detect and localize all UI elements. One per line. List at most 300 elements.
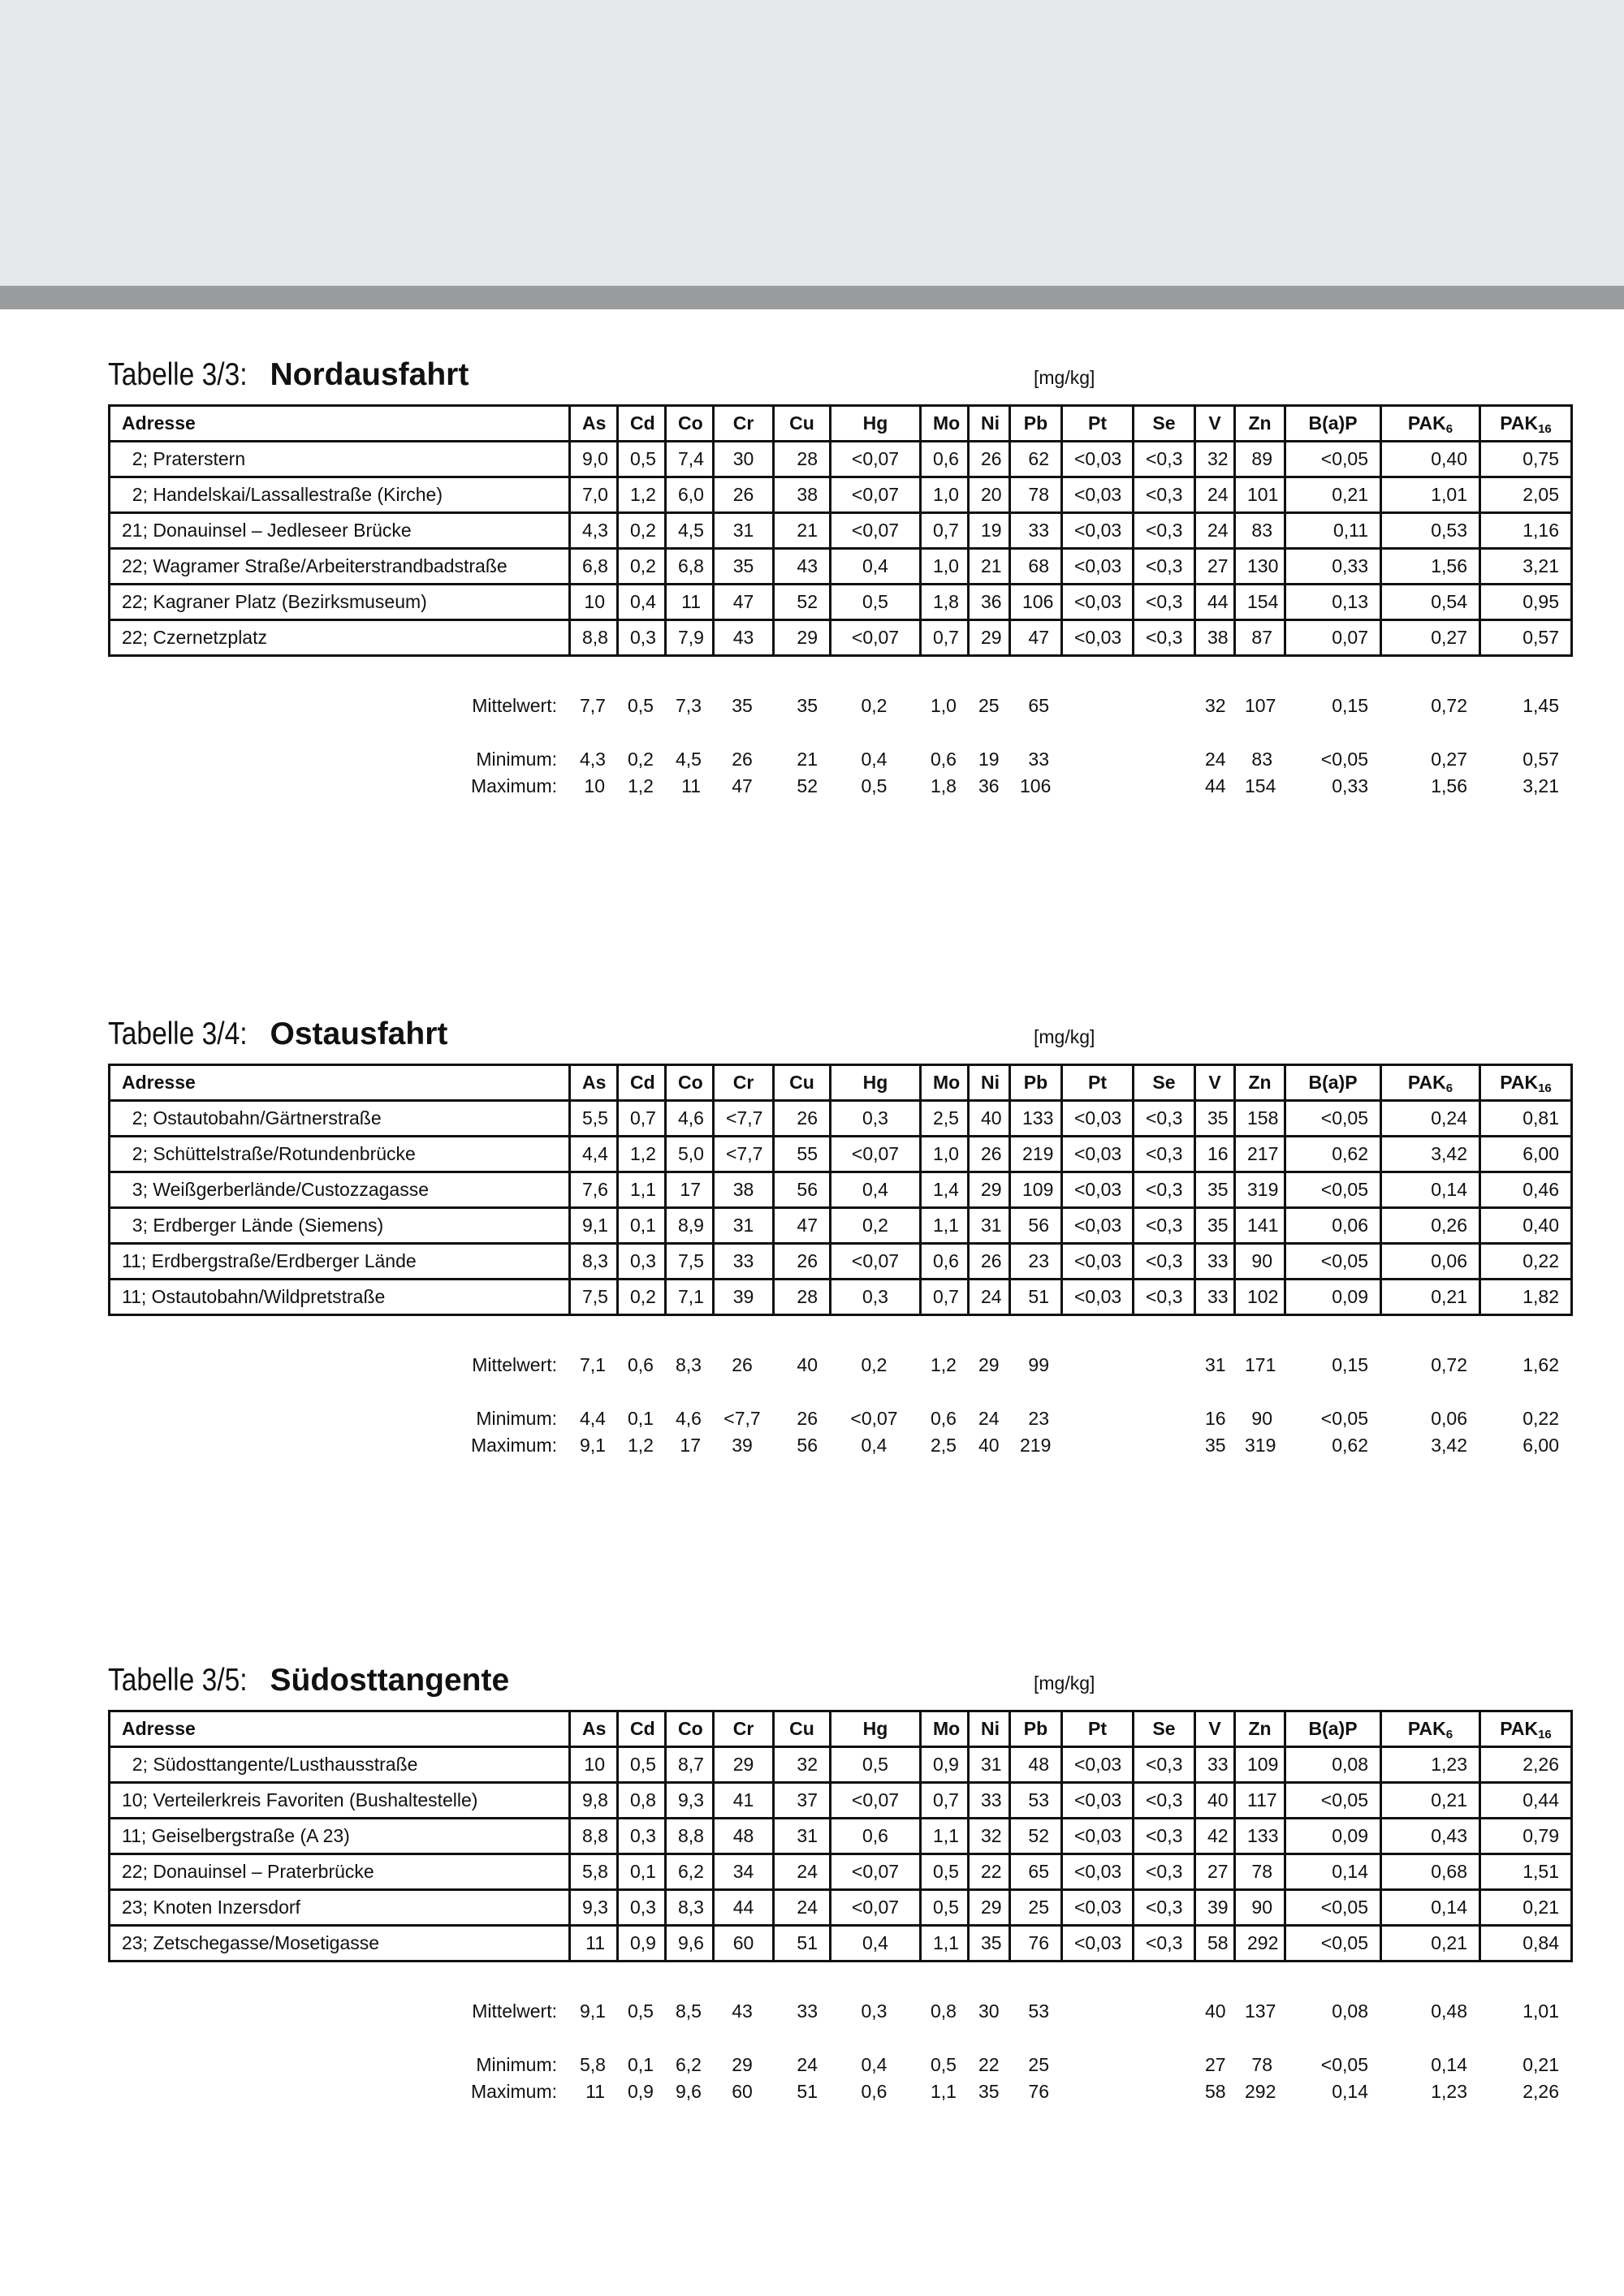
value-cell: 0,75	[1480, 442, 1572, 477]
value-cell: 39	[714, 1280, 774, 1315]
table-row	[110, 1783, 1572, 1819]
value-cell: 26	[969, 442, 1010, 477]
column-header	[1480, 1711, 1572, 1747]
value-cell: 9,3	[666, 1783, 714, 1819]
address-cell: 22; Kagraner Platz (Bezirksmuseum)	[110, 585, 570, 620]
max-label: Maximum:	[470, 2081, 557, 2102]
value-cell: 0,40	[1480, 1208, 1572, 1244]
column-header	[969, 1711, 1010, 1747]
column-header	[921, 1711, 969, 1747]
address-cell: 2; Ostautobahn/Gärtnerstraße	[110, 1101, 570, 1137]
value-cell: <0,3	[1134, 1172, 1195, 1208]
value-cell: 39	[1195, 1890, 1235, 1926]
value-cell: <0,07	[831, 513, 921, 549]
value-cell: 1,4	[921, 1172, 969, 1208]
column-header	[1480, 1065, 1572, 1101]
value-cell: 42	[1195, 1819, 1235, 1854]
value-cell: 8,8	[570, 620, 618, 656]
value-cell: 0,2	[618, 1280, 666, 1315]
value-cell: 1,51	[1480, 1854, 1572, 1890]
value-cell: 0,6	[831, 1819, 921, 1854]
table-row	[110, 442, 1572, 477]
pak6-subscript: 6	[1445, 422, 1453, 436]
summary-value	[1060, 693, 1132, 719]
column-header	[831, 1711, 921, 1747]
summary-value: 8,5	[676, 2000, 702, 2022]
column-header	[110, 1065, 570, 1101]
max-label: Maximum:	[470, 775, 557, 796]
address-cell: 2; Schüttelstraße/Rotundenbrücke	[110, 1137, 570, 1172]
summary-value: 0,5	[628, 2000, 654, 2022]
summary-value: 3,21	[1522, 775, 1559, 796]
value-cell: 130	[1235, 549, 1285, 585]
summary-value: 4,3	[580, 749, 606, 770]
column-header-label: As	[582, 1718, 607, 1739]
summary-value: 26	[797, 1408, 818, 1429]
value-cell: 16	[1195, 1137, 1235, 1172]
value-cell: <0,07	[831, 1890, 921, 1926]
value-cell: <0,03	[1062, 513, 1134, 549]
value-cell: 31	[969, 1208, 1010, 1244]
column-header-label: Pb	[1023, 412, 1048, 434]
summary-value: 1,2	[628, 1435, 654, 1456]
value-cell: 2,05	[1480, 477, 1572, 513]
column-header	[714, 1711, 774, 1747]
column-header-label: Cr	[732, 1072, 754, 1093]
value-cell: <0,03	[1062, 1819, 1134, 1854]
summary-value: 16	[1205, 1408, 1226, 1429]
summary-value: 1,2	[931, 1354, 957, 1375]
value-cell: 24	[1195, 477, 1235, 513]
value-cell: <0,3	[1134, 549, 1195, 585]
value-cell: 2,26	[1480, 1747, 1572, 1783]
min-row	[108, 1405, 1570, 1432]
value-cell: 56	[774, 1172, 831, 1208]
summary-value: 24	[1205, 749, 1226, 770]
table-row	[110, 549, 1572, 585]
value-cell: 4,5	[666, 513, 714, 549]
value-cell: 24	[774, 1854, 831, 1890]
column-header-label: Ni	[981, 1072, 1000, 1093]
value-cell: 22	[969, 1854, 1010, 1890]
value-cell: 0,24	[1381, 1101, 1480, 1137]
summary-value: 7,7	[580, 695, 606, 716]
header-row	[110, 1065, 1572, 1101]
column-header	[1195, 1711, 1235, 1747]
summary-value: 0,22	[1522, 1408, 1559, 1429]
column-header	[1195, 1065, 1235, 1101]
value-cell: 0,21	[1285, 477, 1381, 513]
summary-value: 0,6	[931, 1408, 957, 1429]
column-header	[921, 1065, 969, 1101]
summary-table	[108, 1998, 1570, 2105]
address-cell: 23; Zetschegasse/Mosetigasse	[110, 1926, 570, 1962]
summary-value: 2,26	[1522, 2081, 1559, 2102]
value-cell: <0,3	[1134, 1926, 1195, 1962]
value-cell: 11	[666, 585, 714, 620]
value-cell: 141	[1235, 1208, 1285, 1244]
value-cell: 44	[714, 1890, 774, 1926]
value-cell: <0,03	[1062, 1854, 1134, 1890]
summary-value: 0,4	[861, 2054, 888, 2075]
column-header-label: Co	[678, 1718, 703, 1739]
summary-value: 1,8	[931, 775, 957, 796]
value-cell: 29	[969, 1172, 1010, 1208]
min-label: Minimum:	[476, 1408, 557, 1429]
value-cell: 0,7	[921, 1783, 969, 1819]
value-cell: 0,54	[1381, 585, 1480, 620]
value-cell: 7,9	[666, 620, 714, 656]
value-cell: <0,03	[1062, 549, 1134, 585]
value-cell: 35	[969, 1926, 1010, 1962]
summary-value	[1132, 1405, 1194, 1432]
column-header-label: B(a)P	[1308, 412, 1358, 434]
value-cell: 0,26	[1381, 1208, 1480, 1244]
value-cell: 1,1	[618, 1172, 666, 1208]
summary-value: 4,5	[676, 749, 702, 770]
max-row	[108, 773, 1570, 800]
summary-value	[1132, 2052, 1194, 2078]
column-header	[1381, 1065, 1480, 1101]
column-header-label: Cr	[732, 1718, 754, 1739]
value-cell: <0,07	[831, 1783, 921, 1819]
table-row	[110, 585, 1572, 620]
value-cell: 8,3	[570, 1244, 618, 1280]
summary-value: <0,07	[850, 1408, 898, 1429]
summary-value: 25	[978, 695, 1000, 716]
summary-value: 0,1	[628, 2054, 654, 2075]
summary-value: 4,4	[580, 1408, 606, 1429]
column-header-label: PAK	[1407, 1718, 1446, 1739]
value-cell: <0,3	[1134, 477, 1195, 513]
header-row	[110, 1711, 1572, 1747]
summary-value: 0,14	[1431, 2054, 1467, 2075]
value-cell: 37	[774, 1783, 831, 1819]
value-cell: 47	[774, 1208, 831, 1244]
summary-value	[1060, 1405, 1132, 1432]
summary-value	[1060, 746, 1132, 773]
value-cell: 319	[1235, 1172, 1285, 1208]
column-header	[1010, 406, 1062, 442]
value-cell: 158	[1235, 1101, 1285, 1137]
value-cell: 1,16	[1480, 513, 1572, 549]
column-header	[570, 1065, 618, 1101]
value-cell: 26	[774, 1101, 831, 1137]
summary-value: 78	[1251, 2054, 1272, 2075]
summary-value: 83	[1251, 749, 1272, 770]
summary-value: <0,05	[1320, 749, 1368, 770]
column-header-label: Cd	[630, 1072, 655, 1093]
value-cell: 6,00	[1480, 1137, 1572, 1172]
header-divider-bar	[0, 286, 1624, 309]
value-cell: 62	[1010, 442, 1062, 477]
column-header-label: PAK	[1407, 1072, 1446, 1093]
address-cell: 2; Handelskai/Lassallestraße (Kirche)	[110, 477, 570, 513]
summary-value: <0,05	[1320, 1408, 1368, 1429]
column-header	[774, 1711, 831, 1747]
mean-label: Mittelwert:	[472, 695, 557, 716]
value-cell: 1,0	[921, 477, 969, 513]
summary-value: 292	[1245, 2081, 1276, 2102]
value-cell: 23	[1010, 1244, 1062, 1280]
summary-value: 0,33	[1332, 775, 1368, 796]
value-cell: 0,14	[1381, 1172, 1480, 1208]
value-cell: 90	[1235, 1890, 1285, 1926]
value-cell: 0,4	[831, 1926, 921, 1962]
value-cell: <0,3	[1134, 585, 1195, 620]
address-cell: 2; Südosttangente/Lusthausstraße	[110, 1747, 570, 1783]
summary-value: 33	[1028, 749, 1049, 770]
column-header-label: Hg	[862, 1072, 888, 1093]
column-header	[831, 1065, 921, 1101]
data-table	[108, 404, 1573, 657]
table-row	[110, 1747, 1572, 1783]
value-cell: 1,1	[921, 1926, 969, 1962]
value-cell: <0,3	[1134, 1783, 1195, 1819]
value-cell: <0,05	[1285, 1172, 1381, 1208]
value-cell: 0,9	[921, 1747, 969, 1783]
column-header-label: V	[1208, 412, 1221, 434]
column-header-label: Pb	[1023, 1718, 1048, 1739]
column-header	[1235, 406, 1285, 442]
table-number: Tabelle 3/5:	[108, 1663, 248, 1698]
column-header-label: Mo	[933, 1072, 961, 1093]
value-cell: <0,03	[1062, 1926, 1134, 1962]
column-header-label: Adresse	[122, 1072, 196, 1093]
data-table	[108, 1064, 1573, 1316]
summary-value: 44	[1205, 775, 1226, 796]
table-row	[110, 1244, 1572, 1280]
summary-value: 9,1	[580, 1435, 606, 1456]
value-cell: <0,05	[1285, 1244, 1381, 1280]
column-header-label: Ni	[981, 1718, 1000, 1739]
column-header	[570, 1711, 618, 1747]
summary-value: 7,3	[676, 695, 702, 716]
summary-value: 58	[1205, 2081, 1226, 2102]
summary-value: 6,2	[676, 2054, 702, 2075]
summary-value: 171	[1245, 1354, 1276, 1375]
summary-value: 0,6	[628, 1354, 654, 1375]
summary-value: 35	[978, 2081, 1000, 2102]
table-row	[110, 477, 1572, 513]
summary-value: 0,2	[861, 1354, 888, 1375]
value-cell: 21	[774, 513, 831, 549]
summary-value: 137	[1245, 2000, 1276, 2022]
value-cell: <0,3	[1134, 1244, 1195, 1280]
column-header	[1062, 1065, 1134, 1101]
value-cell: 87	[1235, 620, 1285, 656]
value-cell: 35	[1195, 1208, 1235, 1244]
value-cell: 0,21	[1480, 1890, 1572, 1926]
value-cell: 8,8	[570, 1819, 618, 1854]
value-cell: 26	[774, 1244, 831, 1280]
value-cell: 292	[1235, 1926, 1285, 1962]
value-cell: <0,03	[1062, 1783, 1134, 1819]
summary-value	[1132, 2078, 1194, 2105]
value-cell: 0,5	[921, 1890, 969, 1926]
value-cell: 0,5	[921, 1854, 969, 1890]
value-cell: 33	[714, 1244, 774, 1280]
value-cell: 109	[1010, 1172, 1062, 1208]
value-cell: <0,03	[1062, 1101, 1134, 1137]
value-cell: 0,07	[1285, 620, 1381, 656]
value-cell: 78	[1235, 1854, 1285, 1890]
column-header	[110, 406, 570, 442]
value-cell: <0,07	[831, 442, 921, 477]
summary-value: 0,2	[628, 749, 654, 770]
value-cell: <0,03	[1062, 1172, 1134, 1208]
column-header-label: Se	[1152, 412, 1176, 434]
value-cell: 0,43	[1381, 1819, 1480, 1854]
address-cell: 10; Verteilerkreis Favoriten (Bushaltestelle)	[110, 1783, 570, 1819]
value-cell: 0,1	[618, 1208, 666, 1244]
table-row	[110, 1208, 1572, 1244]
value-cell: <0,05	[1285, 1101, 1381, 1137]
summary-value: 35	[1205, 1435, 1226, 1456]
value-cell: 17	[666, 1172, 714, 1208]
column-header-label: Se	[1152, 1072, 1176, 1093]
mean-label: Mittelwert:	[472, 1354, 557, 1375]
value-cell: 9,3	[570, 1890, 618, 1926]
value-cell: <0,07	[831, 1137, 921, 1172]
value-cell: 58	[1195, 1926, 1235, 1962]
value-cell: 0,7	[618, 1101, 666, 1137]
summary-value: 1,2	[628, 775, 654, 796]
column-header	[1235, 1711, 1285, 1747]
column-header	[570, 406, 618, 442]
column-header-label: Zn	[1248, 412, 1272, 434]
min-row	[108, 2052, 1570, 2078]
column-header-label: PAK	[1407, 412, 1446, 434]
value-cell: 4,3	[570, 513, 618, 549]
value-cell: 133	[1235, 1819, 1285, 1854]
summary-value: 53	[1028, 2000, 1049, 2022]
value-cell: 36	[969, 585, 1010, 620]
table-title	[108, 356, 469, 395]
value-cell: 0,09	[1285, 1819, 1381, 1854]
value-cell: 1,82	[1480, 1280, 1572, 1315]
value-cell: 28	[774, 442, 831, 477]
value-cell: 0,4	[831, 1172, 921, 1208]
min-row	[108, 746, 1570, 773]
value-cell: 0,79	[1480, 1819, 1572, 1854]
column-header	[1381, 1711, 1480, 1747]
column-header-label: Zn	[1248, 1718, 1272, 1739]
column-header-label: Mo	[933, 1718, 961, 1739]
value-cell: 0,21	[1381, 1280, 1480, 1315]
summary-value: 1,01	[1522, 2000, 1559, 2022]
column-header-label: Pt	[1088, 1072, 1107, 1093]
summary-value: 1,0	[931, 695, 957, 716]
summary-value: 65	[1028, 695, 1049, 716]
summary-value: 6,00	[1522, 1435, 1559, 1456]
summary-value: 0,5	[628, 695, 654, 716]
column-header	[774, 406, 831, 442]
value-cell: 0,53	[1381, 513, 1480, 549]
value-cell: <0,3	[1134, 620, 1195, 656]
value-cell: 0,9	[618, 1926, 666, 1962]
column-header-label: Cu	[789, 1072, 814, 1093]
summary-value: 0,5	[861, 775, 888, 796]
summary-value: 47	[732, 775, 753, 796]
table-row	[110, 1101, 1572, 1137]
value-cell: 10	[570, 585, 618, 620]
summary-value	[1132, 773, 1194, 800]
summary-value: 11	[585, 2081, 605, 2102]
column-header	[618, 1711, 666, 1747]
value-cell: 53	[1010, 1783, 1062, 1819]
summary-value: 107	[1245, 695, 1276, 716]
summary-value	[1132, 1998, 1194, 2025]
column-header-label: B(a)P	[1308, 1718, 1358, 1739]
summary-value: 43	[732, 2000, 753, 2022]
value-cell: 0,46	[1480, 1172, 1572, 1208]
value-cell: 29	[714, 1747, 774, 1783]
column-header-label: B(a)P	[1308, 1072, 1358, 1093]
value-cell: 0,7	[921, 513, 969, 549]
summary-value: 27	[1205, 2054, 1226, 2075]
summary-value: 29	[978, 1354, 1000, 1375]
column-header-label: As	[582, 412, 607, 434]
value-cell: <0,07	[831, 620, 921, 656]
value-cell: 0,2	[831, 1208, 921, 1244]
summary-value: 9,1	[580, 2000, 606, 2022]
summary-value: 29	[732, 2054, 753, 2075]
column-header	[831, 406, 921, 442]
value-cell: 60	[714, 1926, 774, 1962]
value-cell: 44	[1195, 585, 1235, 620]
value-cell: 40	[969, 1101, 1010, 1137]
value-cell: 29	[969, 620, 1010, 656]
summary-value: 0,1	[628, 1408, 654, 1429]
value-cell: <0,3	[1134, 1101, 1195, 1137]
value-cell: 27	[1195, 1854, 1235, 1890]
table-row	[110, 620, 1572, 656]
value-cell: 78	[1010, 477, 1062, 513]
summary-value	[1132, 693, 1194, 719]
column-header-label: Pt	[1088, 1718, 1107, 1739]
value-cell: 32	[969, 1819, 1010, 1854]
summary-value	[1060, 2052, 1132, 2078]
value-cell: 35	[714, 549, 774, 585]
column-header	[774, 1065, 831, 1101]
value-cell: 0,14	[1381, 1890, 1480, 1926]
value-cell: 1,2	[618, 1137, 666, 1172]
value-cell: 2,5	[921, 1101, 969, 1137]
value-cell: 0,21	[1381, 1926, 1480, 1962]
pak16-subscript: 16	[1538, 422, 1552, 436]
min-label: Minimum:	[476, 2054, 557, 2075]
column-header-label: Cu	[789, 412, 814, 434]
column-header-label: V	[1208, 1718, 1221, 1739]
value-cell: 0,2	[618, 513, 666, 549]
data-table	[108, 1710, 1573, 1962]
min-label: Minimum:	[476, 749, 557, 770]
value-cell: 30	[714, 442, 774, 477]
value-cell: 90	[1235, 1244, 1285, 1280]
value-cell: 47	[1010, 620, 1062, 656]
value-cell: 1,1	[921, 1208, 969, 1244]
value-cell: <0,03	[1062, 1747, 1134, 1783]
address-cell: 11; Erdbergstraße/Erdberger Lände	[110, 1244, 570, 1280]
table-row	[110, 1137, 1572, 1172]
value-cell: 7,6	[570, 1172, 618, 1208]
value-cell: <0,07	[831, 1854, 921, 1890]
value-cell: 31	[969, 1747, 1010, 1783]
column-header	[969, 1065, 1010, 1101]
value-cell: 68	[1010, 549, 1062, 585]
address-cell: 22; Wagramer Straße/Arbeiterstrandbadstraße	[110, 549, 570, 585]
